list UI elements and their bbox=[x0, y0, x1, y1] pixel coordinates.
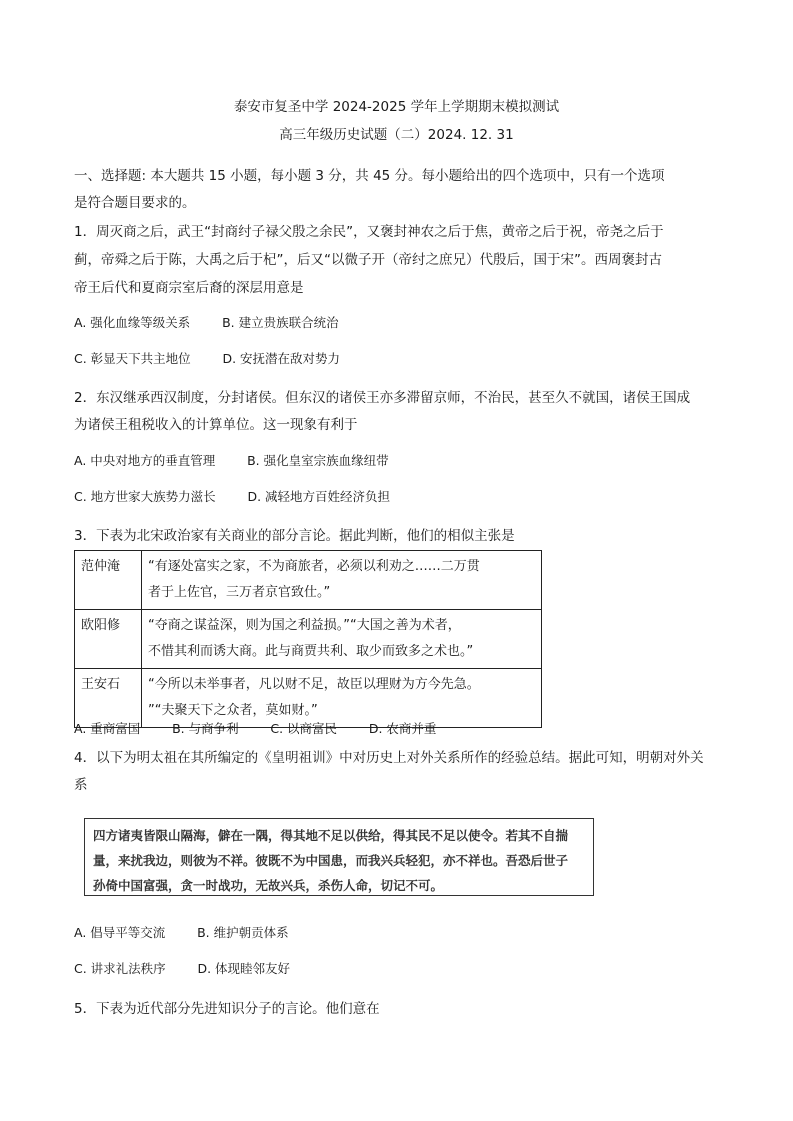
q4-stem-line2: 系 bbox=[74, 777, 88, 793]
quote-line: 不惜其利而诱大商。此与商贾共利、取少而致多之术也。” bbox=[148, 644, 474, 659]
q4-stem-line1: 4．以下为明太祖在其所编定的《皇明祖训》中对历史上对外关系所作的经验总结。据此可知，明朝对外关 bbox=[74, 750, 704, 766]
table-cell-quote bbox=[142, 551, 542, 610]
table-row bbox=[75, 610, 542, 669]
q4-options-row1: A. 倡导平等交流 B. 维护朝贡体系 bbox=[74, 925, 289, 940]
q1-options-row2: C. 彰显天下共主地位 D. 安抚潜在敌对势力 bbox=[74, 351, 341, 366]
quote-line: ”“夫聚天下之众者，莫如财。” bbox=[148, 703, 318, 718]
exam-subtitle: 高三年级历史试题（二）2024. 12. 31 bbox=[279, 127, 514, 143]
quote-line: “夺商之谋益深，则为国之利益损。”“大国之善为术者， bbox=[148, 618, 461, 633]
q1-stem-line2: 蓟，帝舜之后于陈，大禹之后于杞”，后又“以微子开（帝纣之庶兄）代殷后，国于宋”。西周褒封古 bbox=[74, 252, 662, 268]
q2-options-row2: C. 地方世家大族势力滋长 D. 减轻地方百姓经济负担 bbox=[74, 489, 391, 504]
exam-title: 泰安市复圣中学 2024-2025 学年上学期期末模拟测试 bbox=[233, 99, 560, 115]
q4-quote-line3: 孙倚中国富强，贪一时战功，无故兴兵，杀伤人命，切记不可。 bbox=[93, 878, 444, 893]
table-cell-quote bbox=[142, 610, 542, 669]
section-instruction: 一、选择题: 本大题共 15 小题，每小题 3 分，共 45 分。每小题给出的四个选项中，只有一个选项 bbox=[74, 168, 665, 184]
section-instruction-cont: 是符合题目要求的。 bbox=[74, 195, 196, 211]
q2-stem-line1: 2．东汉继承西汉制度，分封诸侯。但东汉的诸侯王亦多滞留京师，不治民，甚至久不就国，诸侯王国成 bbox=[74, 390, 691, 406]
q5-stem: 5．下表为近代部分先进知识分子的言论。他们意在 bbox=[74, 1001, 380, 1017]
q4-quote-line2: 量，来扰我边，则彼为不祥。彼既不为中国患，而我兴兵轻犯，亦不祥也。吾恐后世子 bbox=[93, 853, 569, 868]
q4-options-row2: C. 讲求礼法秩序 D. 体现睦邻友好 bbox=[74, 961, 291, 976]
q4-quote-line1: 四方诸夷皆限山隔海，僻在一隅，得其地不足以供给，得其民不足以使令。若其不自揣 bbox=[93, 828, 569, 843]
quote-line: “今所以未举事者，凡以财不足，故臣以理财为方今先急。 bbox=[148, 677, 480, 692]
q1-options-row1: A. 强化血缘等级关系 B. 建立贵族联合统治 bbox=[74, 315, 339, 330]
q4-quote-box bbox=[84, 818, 594, 896]
table-cell-name: 范仲淹 bbox=[75, 551, 142, 610]
quote-line: 者于上佐官，三万者京官致仕。” bbox=[148, 585, 331, 600]
q1-stem-line1: 1．周灭商之后，武王“封商纣子禄父殷之余民”，又褒封神农之后于焦，黄帝之后于祝，帝尧之后于 bbox=[74, 224, 664, 240]
q3-stem: 3．下表为北宋政治家有关商业的部分言论。据此判断，他们的相似主张是 bbox=[74, 528, 515, 544]
q3-options-row: A. 重商富国 B. 与商争利 C. 以商富民 D. 农商并重 bbox=[74, 721, 437, 736]
q3-quote-table bbox=[74, 550, 542, 728]
table-row bbox=[75, 551, 542, 610]
table-cell-name: 欧阳修 bbox=[75, 610, 142, 669]
table-cell-name: 王安石 bbox=[75, 669, 142, 728]
q2-options-row1: A. 中央对地方的垂直管理 B. 强化皇室宗族血缘纽带 bbox=[74, 453, 389, 468]
q1-stem-line3: 帝王后代和夏商宗室后裔的深层用意是 bbox=[74, 280, 304, 296]
q2-stem-line2: 为诸侯王租税收入的计算单位。这一现象有利于 bbox=[74, 417, 358, 433]
quote-line: “有逐处富实之家，不为商旅者，必须以利劝之……二万贯 bbox=[148, 559, 480, 574]
